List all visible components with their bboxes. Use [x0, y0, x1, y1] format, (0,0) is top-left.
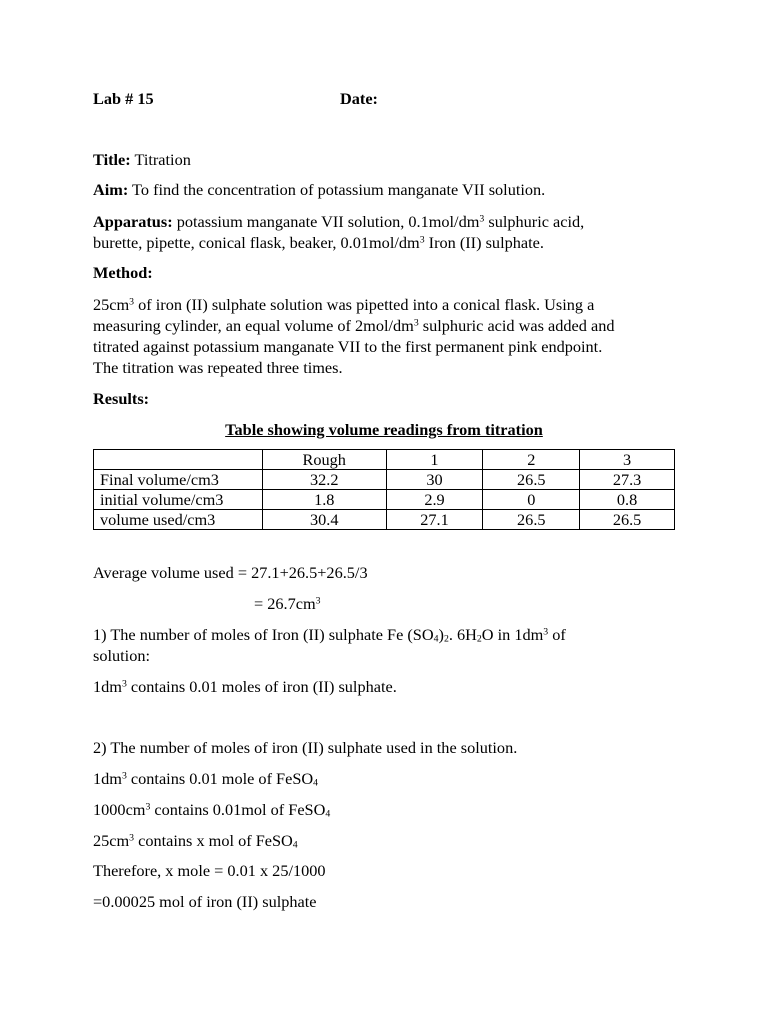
q2-line-4: $25cm^3$ contains x mol of FeSO$_4$: [93, 831, 298, 851]
table-cell: 30: [386, 470, 483, 490]
date-label: Date:: [340, 89, 378, 108]
average-line-1: Average volume used = 27.1+26.5+26.5/3: [93, 563, 368, 582]
table-row-label: volume used/cm3: [94, 510, 263, 530]
table-cell: 32.2: [262, 470, 386, 490]
q2-line-3: $1000cm^3$ contains 0.01mol of FeSO$_4$: [93, 800, 331, 820]
table-caption: Table showing volume readings from titration: [225, 420, 543, 439]
table-header-cell: 2: [483, 450, 580, 470]
title-value: Titration: [134, 150, 191, 169]
apparatus-label: Apparatus:: [93, 212, 173, 231]
table-row-label: Final volume/cm3: [94, 470, 263, 490]
table-cell: 26.5: [483, 470, 580, 490]
table-header-cell: 3: [580, 450, 675, 470]
table-cell: 30.4: [262, 510, 386, 530]
table-row: [94, 490, 675, 510]
table-row: [94, 510, 675, 530]
title-line: [93, 149, 191, 170]
lab-number: Lab # 15: [93, 89, 154, 108]
table-header-cell: [94, 450, 263, 470]
table-cell: 2.9: [386, 490, 483, 510]
q1-line-1: 1) The number of moles of Iron (II) sulphate Fe $(SO_4)_2$. $6H_2O$ in $1dm^3$ of: [93, 625, 566, 645]
table-cell: 1.8: [262, 490, 386, 510]
table-row: [94, 470, 675, 490]
table-cell: 26.5: [580, 510, 675, 530]
method-line-1: $25cm^3$ of iron (II) sulphate solution was pipetted into a conical flask. Using a: [93, 295, 595, 314]
q1-line-3: $1dm^3$ contains 0.01 moles of iron (II) sulphate.: [93, 677, 397, 696]
table-cell: 26.5: [483, 510, 580, 530]
aim-value: To find the concentration of potassium manganate VII solution.: [132, 180, 546, 199]
title-label: Title:: [93, 150, 131, 169]
table-cell: 27.3: [580, 470, 675, 490]
table-cell: 27.1: [386, 510, 483, 530]
table-header-cell: Rough: [262, 450, 386, 470]
q2-line-5: Therefore, x mole = 0.01 x 25/1000: [93, 861, 326, 880]
method-line-4: The titration was repeated three times.: [93, 358, 343, 377]
apparatus-line-2: burette, pipette, conical flask, beaker, $0.01mol/dm^3$ Iron (II) sulphate.: [93, 233, 544, 252]
aim-line: [93, 179, 545, 200]
table-row-label: initial volume/cm3: [94, 490, 263, 510]
table-header-row: [94, 450, 675, 470]
q2-line-1: 2) The number of moles of iron (II) sulphate used in the solution.: [93, 738, 518, 757]
method-line-2: measuring cylinder, an equal volume of $2mol/dm^3$ sulphuric acid was added and: [93, 316, 615, 335]
q2-line-6: =0.00025 mol of iron (II) sulphate: [93, 892, 317, 911]
aim-label: Aim:: [93, 180, 129, 199]
results-label: Results:: [93, 389, 150, 408]
table-cell: 0: [483, 490, 580, 510]
titration-table: [93, 449, 675, 530]
table-header-cell: 1: [386, 450, 483, 470]
apparatus-line-1: Apparatus: potassium manganate VII solution, $0.1mol/dm^3$ sulphuric acid,: [93, 212, 585, 231]
average-line-2: = $26.7cm^3$: [254, 594, 321, 613]
table-cell: 0.8: [580, 490, 675, 510]
q1-line-2: solution:: [93, 646, 150, 665]
method-line-3: titrated against potassium manganate VII to the first permanent pink endpoint.: [93, 337, 603, 356]
method-label: Method:: [93, 263, 153, 282]
q2-line-2: $1dm^3$ contains 0.01 mole of FeSO$_4$: [93, 769, 319, 789]
